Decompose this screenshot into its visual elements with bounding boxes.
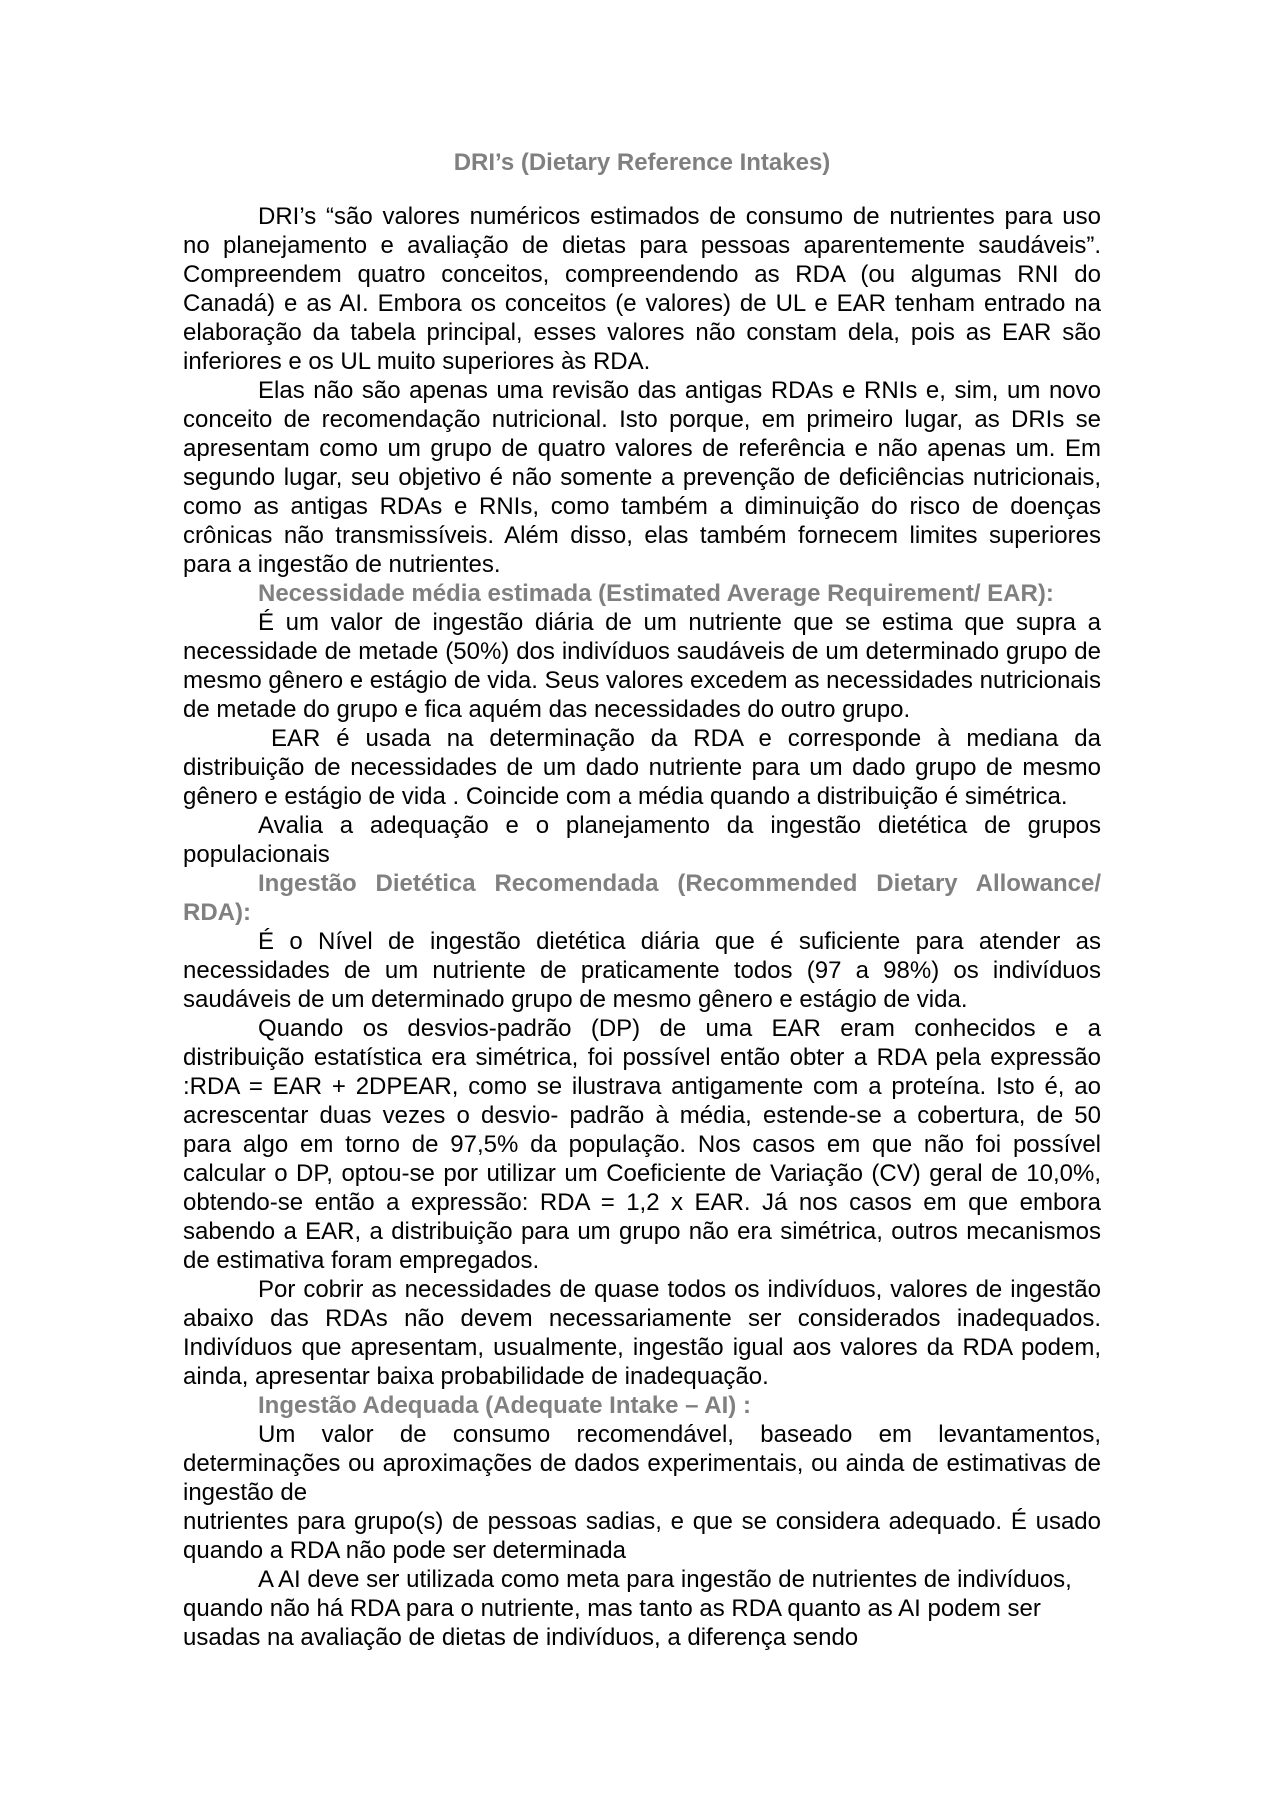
section-heading-rda: Ingestão Dietética Recomendada (Recommended Dietary Allowance/ RDA): [183,870,1101,926]
paragraph-rda-definition: É o Nível de ingestão dietética diária que é suficiente para atender as necessidades de um nutriente de praticamente todos (97 a 98%) os indivíduos saudáveis de um determinado grupo de mesmo gênero e estágio de vida. [183,928,1101,1013]
paragraph-rda-coverage: Por cobrir as necessidades de quase todos os indivíduos, valores de ingestão abaixo das RDAs não devem necessariamente ser considerados inadequados. Indivíduos que apresentam, usualmente, ingestão igual aos valores da RDA podem, ainda, apresentar baixa probabilidade de inadequação. [183,1276,1101,1390]
paragraph-ear-definition: É um valor de ingestão diária de um nutriente que se estima que supra a necessidade de metade (50%) dos indivíduos saudáveis de um determinado grupo de mesmo gênero e estágio de vida. Seus valores excedem as necessidades nutricionais de metade do grupo e fica aquém das necessidades do outro grupo. [183,609,1101,723]
document-page [183,148,1101,1652]
paragraph-ear-usage: EAR é usada na determinação da RDA e corresponde à mediana da distribuição de necessidades de um dado nutriente para um dado grupo de mesmo gênero e estágio de vida . Coincide com a média quando a distribuição é simétrica. [183,725,1101,810]
paragraph-rda-calculation: Quando os desvios-padrão (DP) de uma EAR eram conhecidos e a distribuição estatística era simétrica, foi possível então obter a RDA pela expressão :RDA = EAR + 2DPEAR, como se ilustrava antigamente com a proteína. Isto é, ao acrescentar duas vezes o desvio- padrão à média, estende-se a cobertura, de 50 para algo em torno de 97,5% da população. Nos casos em que não foi possível calcular o DP, optou-se por utilizar um Coeficiente de Variação (CV) geral de 10,0%, obtendo-se então a expressão: RDA = 1,2 x EAR. Já nos casos em que embora sabendo a EAR, a distribuição para um grupo não era simétrica, outros mecanismos de estimativa foram empregados. [183,1015,1101,1274]
paragraph-ai-usage: A AI deve ser utilizada como meta para ingestão de nutrientes de indivíduos, quando não há RDA para o nutriente, mas tanto as RDA quanto as AI podem ser usadas na avaliação de dietas de indivíduos, a diferença sendo [183,1566,1072,1651]
section-heading-ear: Necessidade média estimada (Estimated Average Requirement/ EAR): [258,580,1054,607]
paragraph-ai-definition-continued: nutrientes para grupo(s) de pessoas sadias, e que se considera adequado. É usado quando a RDA não pode ser determinada [183,1508,1101,1564]
paragraph-ai-definition: Um valor de consumo recomendável, baseado em levantamentos, determinações ou aproximações de dados experimentais, ou ainda de estimativas de ingestão de [183,1421,1101,1506]
paragraph-dri-concept: Elas não são apenas uma revisão das antigas RDAs e RNIs e, sim, um novo conceito de recomendação nutricional. Isto porque, em primeiro lugar, as DRIs se apresentam como um grupo de quatro valores de referência e não apenas um. Em segundo lugar, seu objetivo é não somente a prevenção de deficiências nutricionais, como as antigas RDAs e RNIs, como também a diminuição do risco de doenças crônicas não transmissíveis. Além disso, elas também fornecem limites superiores para a ingestão de nutrientes. [183,377,1101,578]
paragraph-dri-definition: DRI’s “são valores numéricos estimados de consumo de nutrientes para uso no planejamento e avaliação de dietas para pessoas aparentemente saudáveis”. Compreendem quatro conceitos, compreendendo as RDA (ou algumas RNI do Canadá) e as AI. Embora os conceitos (e valores) de UL e EAR tenham entrado na elaboração da tabela principal, esses valores não constam dela, pois as EAR são inferiores e os UL muito superiores às RDA. [183,203,1101,375]
document-title: DRI’s (Dietary Reference Intakes) [453,149,831,176]
section-heading-ai: Ingestão Adequada (Adequate Intake – AI) : [258,1392,751,1419]
paragraph-ear-evaluation: Avalia a adequação e o planejamento da ingestão dietética de grupos populacionais [183,812,1101,868]
